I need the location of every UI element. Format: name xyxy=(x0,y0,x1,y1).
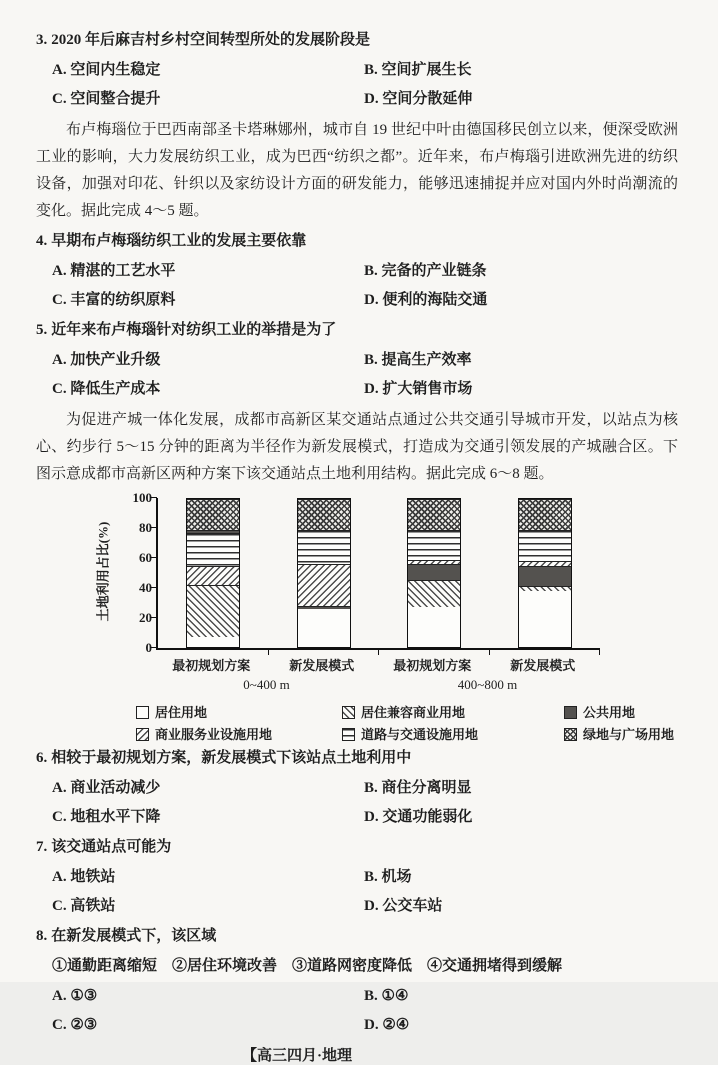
option-text: 商住分离明显 xyxy=(381,780,472,796)
options xyxy=(36,59,678,110)
question-text: 在新发展模式下，该区域 xyxy=(51,928,217,944)
y-tick-mark xyxy=(150,617,157,618)
y-tick-label: 40 xyxy=(139,580,152,595)
option-text: 高铁站 xyxy=(70,898,116,914)
option-q5-D xyxy=(364,378,472,400)
legend-item xyxy=(342,705,564,720)
option-label: C. xyxy=(52,809,67,825)
y-tick-label: 20 xyxy=(139,610,152,625)
question-stem xyxy=(36,835,678,859)
option-text: 地租水平下降 xyxy=(70,809,161,825)
stacked-bar-1 xyxy=(186,498,240,648)
legend-swatch-plain-icon xyxy=(136,706,149,719)
question-text: 早期布卢梅瑙纺织工业的发展主要依靠 xyxy=(51,233,307,249)
option-q5-C xyxy=(52,378,364,400)
legend-label: 居住兼容商业用地 xyxy=(361,705,466,720)
bar-segment xyxy=(519,591,571,647)
legend-swatch-solid-icon xyxy=(564,706,577,719)
bar-segment xyxy=(298,499,350,530)
option-text: 空间整合提升 xyxy=(70,91,161,107)
option-row xyxy=(36,806,678,828)
option-label: A. xyxy=(52,780,67,796)
option-q7-C xyxy=(52,895,364,917)
option-text: ②③ xyxy=(70,1017,98,1033)
bar-cell xyxy=(158,498,269,648)
legend-swatch-crosshatch-icon xyxy=(564,728,577,741)
question-stem xyxy=(36,746,678,770)
question-number: 7. xyxy=(36,839,48,855)
question-6 xyxy=(36,746,678,828)
option-text: ②④ xyxy=(382,1017,410,1033)
question-3 xyxy=(36,28,678,110)
option-q8-C xyxy=(52,1014,364,1036)
legend-item xyxy=(342,727,564,742)
legend-item xyxy=(136,727,342,742)
y-tick-mark xyxy=(150,527,157,528)
option-q5-B xyxy=(364,349,472,371)
option-q6-A xyxy=(52,777,364,799)
bar-cell xyxy=(379,498,490,648)
legend-item xyxy=(136,705,342,720)
option-text: 扩大销售市场 xyxy=(382,381,473,397)
bar-segment xyxy=(408,564,460,580)
land-use-chart xyxy=(95,490,678,693)
option-text: 丰富的纺织原料 xyxy=(70,292,176,308)
option-label: A. xyxy=(52,869,67,885)
legend-label: 绿地与广场用地 xyxy=(583,727,675,742)
y-tick-label: 100 xyxy=(132,490,152,505)
legend-label: 商业服务业设施用地 xyxy=(155,727,273,742)
option-text: 降低生产成本 xyxy=(70,381,161,397)
option-label: D. xyxy=(364,809,379,825)
option-text: 空间内生稳定 xyxy=(70,62,161,78)
group-labels xyxy=(156,677,598,693)
option-label: B. xyxy=(364,263,378,279)
option-row xyxy=(36,378,678,400)
question-text: 2020 年后麻吉村乡村空间转型所处的发展阶段是 xyxy=(51,32,371,48)
bar-segment xyxy=(519,566,571,587)
option-text: 机场 xyxy=(381,869,412,885)
option-text: 精湛的工艺水平 xyxy=(70,263,176,279)
option-label: C. xyxy=(52,381,67,397)
y-tick-mark xyxy=(150,497,157,498)
bar-segment xyxy=(187,533,239,566)
option-q3-A xyxy=(52,59,364,81)
question-text: 该交通站点可能为 xyxy=(51,839,172,855)
option-q5-A xyxy=(52,349,364,371)
option-label: A. xyxy=(52,988,67,1004)
category-label: 新发展模式 xyxy=(510,658,576,673)
option-label: B. xyxy=(364,352,378,368)
legend-item xyxy=(564,727,678,742)
bar-segment xyxy=(408,499,460,530)
bar-segment xyxy=(298,530,350,564)
category-labels xyxy=(156,655,598,674)
option-q3-D xyxy=(364,88,472,110)
bar-segment xyxy=(519,530,571,561)
bar-segment xyxy=(519,499,571,530)
question-7 xyxy=(36,835,678,917)
option-q8-A xyxy=(52,985,364,1007)
option-text: 地铁站 xyxy=(70,869,116,885)
option-q7-A xyxy=(52,866,364,888)
option-q3-C xyxy=(52,88,364,110)
option-q4-B xyxy=(364,260,487,282)
question-number: 6. xyxy=(36,750,48,766)
option-q4-C xyxy=(52,289,364,311)
category-label: 最初规划方案 xyxy=(393,658,472,673)
legend-swatch-backslash-icon xyxy=(136,728,149,741)
option-text: 公交车站 xyxy=(382,898,443,914)
option-label: A. xyxy=(52,263,67,279)
x-tick-mark xyxy=(489,650,490,655)
question-5 xyxy=(36,318,678,400)
option-label: D. xyxy=(364,91,379,107)
option-row xyxy=(36,59,678,81)
stacked-bar-3 xyxy=(407,498,461,648)
option-label: D. xyxy=(364,292,379,308)
option-q6-B xyxy=(364,777,472,799)
bar-cell xyxy=(490,498,601,648)
option-row xyxy=(36,289,678,311)
group-label-far: 400~800 m xyxy=(457,677,518,692)
option-label: C. xyxy=(52,1017,67,1033)
bar-segment xyxy=(298,609,350,647)
options xyxy=(36,349,678,400)
category-label: 新发展模式 xyxy=(289,658,355,673)
question-text: 近年来布卢梅瑙针对纺织工业的举措是为了 xyxy=(51,322,337,338)
option-text: 完备的产业链条 xyxy=(381,263,487,279)
option-text: 加快产业升级 xyxy=(70,352,161,368)
option-q8-D xyxy=(364,1014,409,1036)
option-label: D. xyxy=(364,381,379,397)
option-text: 商业活动减少 xyxy=(70,780,161,796)
bar-segment xyxy=(187,566,239,585)
options xyxy=(36,985,678,1036)
bar-segment xyxy=(408,530,460,560)
question-number: 8. xyxy=(36,928,48,944)
question-stem xyxy=(36,28,678,52)
option-q6-C xyxy=(52,806,364,828)
option-text: 空间扩展生长 xyxy=(381,62,472,78)
y-tick-mark xyxy=(150,557,157,558)
option-row xyxy=(36,88,678,110)
option-label: A. xyxy=(52,62,67,78)
option-text: 提高生产效率 xyxy=(381,352,472,368)
x-tick-mark xyxy=(599,650,600,655)
option-row xyxy=(36,866,678,888)
option-row xyxy=(36,1014,678,1036)
option-q4-D xyxy=(364,289,487,311)
bar-segment xyxy=(408,607,460,647)
bars-row xyxy=(158,498,600,648)
legend-swatch-slash-icon xyxy=(342,706,355,719)
y-tick-mark xyxy=(150,587,157,588)
option-text: ①④ xyxy=(381,988,409,1004)
legend-label: 居住用地 xyxy=(155,705,208,720)
bar-segment xyxy=(187,499,239,530)
passage-chengdu: 为促进产城一体化发展，成都市高新区某交通站点通过公共交通引导城市开发，以站点为核心、约步行 5～15 分钟的距离为半径作为新发展模式，打造成为交通引领发展的产城融合区。下图示意成都市高新区两种方案下该交通站点土地利用结构。据此完成 6～8 题。 xyxy=(36,412,678,482)
option-q7-D xyxy=(364,895,442,917)
y-tick-label: 0 xyxy=(145,640,152,655)
bar-cell xyxy=(269,498,380,648)
question-number: 4. xyxy=(36,233,48,249)
option-label: B. xyxy=(364,780,378,796)
statement-items: ①通勤距离缩短 ②居住环境改善 ③道路网密度降低 ④交通拥堵得到缓解 xyxy=(52,958,563,974)
page-footer: 【高三四月·地理 xyxy=(241,1048,352,1064)
option-label: D. xyxy=(364,1017,379,1033)
option-q3-B xyxy=(364,59,472,81)
stacked-bar-4 xyxy=(518,498,572,648)
legend-label: 道路与交通设施用地 xyxy=(361,727,479,742)
question-8 xyxy=(36,924,678,1036)
legend-label: 公共用地 xyxy=(583,705,636,720)
x-tick-mark xyxy=(378,650,379,655)
option-label: B. xyxy=(364,869,378,885)
question-number: 3. xyxy=(36,32,48,48)
legend-swatch-hlines-icon xyxy=(342,728,355,741)
y-tick-label: 80 xyxy=(139,520,152,535)
option-q6-D xyxy=(364,806,472,828)
option-text: 便利的海陆交通 xyxy=(382,292,488,308)
option-text: ①③ xyxy=(70,988,98,1004)
bar-segment xyxy=(187,585,239,637)
option-label: C. xyxy=(52,91,67,107)
group-label-near: 0~400 m xyxy=(243,677,290,692)
bar-segment xyxy=(408,580,460,607)
option-label: A. xyxy=(52,352,67,368)
question-stem xyxy=(36,318,678,342)
option-q4-A xyxy=(52,260,364,282)
option-q7-B xyxy=(364,866,412,888)
question-stem xyxy=(36,229,678,253)
option-row xyxy=(36,260,678,282)
option-row xyxy=(36,349,678,371)
option-row xyxy=(36,985,678,1007)
y-tick-label: 60 xyxy=(139,550,152,565)
option-label: C. xyxy=(52,292,67,308)
option-row xyxy=(36,895,678,917)
option-label: B. xyxy=(364,988,378,1004)
options xyxy=(36,260,678,311)
option-row xyxy=(36,777,678,799)
option-text: 空间分散延伸 xyxy=(382,91,473,107)
y-tick-mark xyxy=(150,647,157,648)
question-text: 相较于最初规划方案，新发展模式下该站点土地利用中 xyxy=(51,750,412,766)
legend-item xyxy=(564,705,678,720)
bar-segment xyxy=(187,637,239,647)
option-label: D. xyxy=(364,898,379,914)
category-label: 最初规划方案 xyxy=(172,658,251,673)
bar-segment xyxy=(298,564,350,605)
question-4 xyxy=(36,229,678,311)
option-text: 交通功能弱化 xyxy=(382,809,473,825)
option-label: B. xyxy=(364,62,378,78)
option-q8-B xyxy=(364,985,408,1007)
question-stem xyxy=(36,924,678,948)
options xyxy=(36,777,678,828)
y-axis-title: 土地利用占比(%) xyxy=(95,521,111,622)
question-number: 5. xyxy=(36,322,48,338)
x-tick-mark xyxy=(268,650,269,655)
chart-plot-area xyxy=(95,490,600,655)
stacked-bar-2 xyxy=(297,498,351,648)
option-label: C. xyxy=(52,898,67,914)
chart-legend xyxy=(136,705,678,742)
options xyxy=(36,866,678,917)
passage-blumenau: 布卢梅瑙位于巴西南部圣卡塔琳娜州，城市自 19 世纪中叶由德国移民创立以来，便深受欧洲工业的影响，大力发展纺织工业，成为巴西“纺织之都”。近年来，布卢梅瑙引进欧洲先进的纺织设备，加强对印花、针织以及家纺设计方面的研发能力，能够迅速捕捉并应对国内外时尚潮流的变化。据此完成 4～5 题。 xyxy=(36,122,678,219)
